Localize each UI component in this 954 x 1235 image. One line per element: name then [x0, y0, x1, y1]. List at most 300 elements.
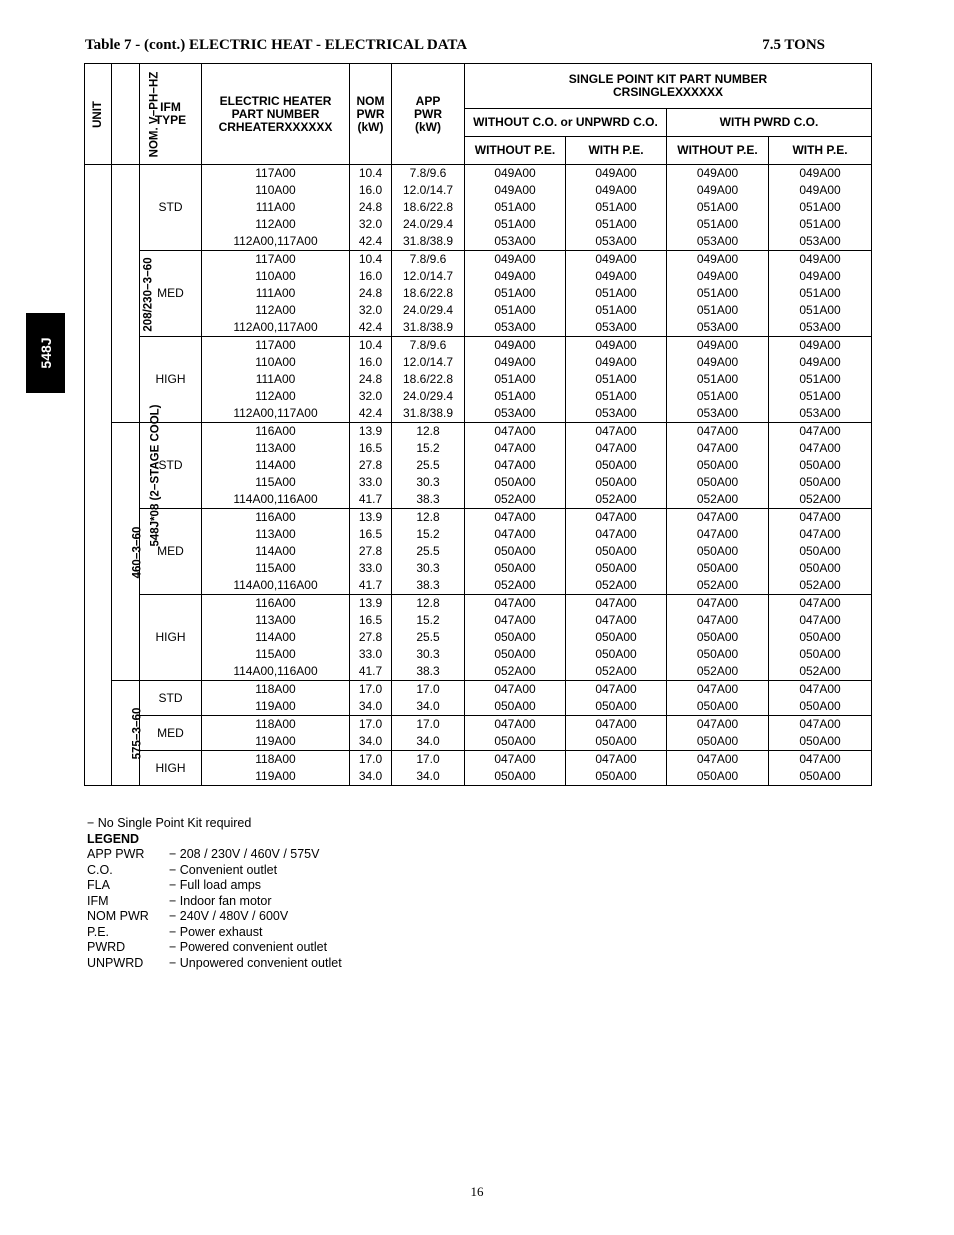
table-cell: 047A00 [566, 751, 667, 769]
legend-abbr: IFM [87, 893, 109, 908]
table-cell: 050A00 [769, 474, 872, 491]
table-cell: 051A00 [667, 388, 769, 405]
table-cell: 049A00 [566, 182, 667, 199]
table-cell: 051A00 [667, 302, 769, 319]
table-cell: 047A00 [769, 509, 872, 527]
table-cell: 047A00 [769, 526, 872, 543]
table-cell: 049A00 [769, 268, 872, 285]
table-cell: 050A00 [465, 646, 566, 663]
table-cell: 049A00 [667, 354, 769, 371]
table-cell: 117A00 [202, 165, 350, 183]
ifm-type-cell: STD [140, 165, 202, 251]
table-cell: 110A00 [202, 182, 350, 199]
footnote: − No Single Point Kit required [87, 816, 252, 830]
table-row [85, 560, 872, 577]
table-cell: 114A00,116A00 [202, 577, 350, 595]
table-cell: 25.5 [392, 629, 465, 646]
table-cell: 17.0 [350, 716, 392, 734]
table-cell: 34.0 [392, 733, 465, 751]
table-cell: 050A00 [465, 698, 566, 716]
table-cell: 34.0 [392, 768, 465, 786]
table-cell: 052A00 [667, 577, 769, 595]
table-cell: 17.0 [350, 751, 392, 769]
legend-definition: − Full load amps [169, 878, 262, 892]
table-cell: 119A00 [202, 733, 350, 751]
table-row [85, 337, 872, 355]
table-cell: 12.8 [392, 509, 465, 527]
kit-header-title: SINGLE POINT KIT PART NUMBER [568, 72, 768, 86]
table-row [85, 698, 872, 716]
table-cell: 047A00 [667, 612, 769, 629]
table-cell: 052A00 [465, 663, 566, 681]
table-cell: 051A00 [465, 302, 566, 319]
table-row [85, 629, 872, 646]
table-cell: 051A00 [769, 302, 872, 319]
table-cell: 27.8 [350, 543, 392, 560]
table-cell: 27.8 [350, 457, 392, 474]
table-cell: 115A00 [202, 646, 350, 663]
table-cell: 051A00 [566, 285, 667, 302]
table-row [85, 595, 872, 613]
table-cell: 051A00 [566, 302, 667, 319]
table-cell: 050A00 [769, 629, 872, 646]
legend-definition: − 208 / 230V / 460V / 575V [169, 847, 320, 861]
table-cell: 053A00 [769, 233, 872, 251]
table-cell: 047A00 [566, 612, 667, 629]
table-cell: 047A00 [566, 526, 667, 543]
table-row [85, 319, 872, 337]
table-cell: 13.9 [350, 423, 392, 441]
table-cell: 42.4 [350, 233, 392, 251]
table-cell: 16.5 [350, 440, 392, 457]
table-cell: 119A00 [202, 768, 350, 786]
table-cell: 051A00 [566, 371, 667, 388]
table-cell: 41.7 [350, 577, 392, 595]
table-cell: 112A00,117A00 [202, 405, 350, 423]
electric-heat-table [84, 63, 872, 786]
table-cell: 049A00 [769, 337, 872, 355]
table-cell: 047A00 [769, 595, 872, 613]
table-cell: 30.3 [392, 560, 465, 577]
table-row [85, 474, 872, 491]
ifm-type-cell: STD [140, 681, 202, 716]
table-cell: 049A00 [667, 268, 769, 285]
table-cell: 050A00 [667, 474, 769, 491]
table-cell: 051A00 [769, 199, 872, 216]
unit-header: UNIT [85, 64, 112, 165]
table-cell: 24.0/29.4 [392, 302, 465, 319]
table-cell: 17.0 [350, 681, 392, 699]
table-cell: 050A00 [566, 629, 667, 646]
table-row [85, 182, 872, 199]
table-cell: 050A00 [769, 698, 872, 716]
table-cell: 049A00 [566, 337, 667, 355]
table-cell: 114A00,116A00 [202, 663, 350, 681]
page-number: 16 [470, 1184, 484, 1199]
legend-abbr: APP PWR [87, 847, 145, 861]
table-cell: 053A00 [566, 405, 667, 423]
table-cell: 110A00 [202, 268, 350, 285]
tonnage-label: 7.5 TONS [762, 37, 825, 53]
table-cell: 27.8 [350, 629, 392, 646]
table-cell: 112A00 [202, 302, 350, 319]
table-cell: 051A00 [566, 199, 667, 216]
table-cell: 38.3 [392, 663, 465, 681]
table-cell: 050A00 [566, 560, 667, 577]
table-cell: 116A00 [202, 509, 350, 527]
nom-pwr-header: NOM PWR (kW) [350, 64, 392, 165]
with-pe-header-1: WITH P.E. [566, 137, 667, 165]
ifm-type-cell: MED [140, 509, 202, 595]
table-cell: 047A00 [769, 751, 872, 769]
table-row [85, 543, 872, 560]
table-cell: 047A00 [465, 526, 566, 543]
table-row [85, 251, 872, 269]
table-cell: 7.8/9.6 [392, 251, 465, 269]
table-cell: 114A00 [202, 457, 350, 474]
table-row [85, 751, 872, 769]
table-cell: 33.0 [350, 474, 392, 491]
table-cell: 051A00 [465, 371, 566, 388]
table-row [85, 491, 872, 509]
table-cell: 24.0/29.4 [392, 216, 465, 233]
table-cell: 050A00 [566, 457, 667, 474]
table-cell: 047A00 [465, 509, 566, 527]
table-cell: 051A00 [769, 371, 872, 388]
legend-item [87, 940, 328, 956]
table-cell: 051A00 [769, 216, 872, 233]
table-row [85, 733, 872, 751]
legend-definition: − Unpowered convenient outlet [169, 955, 342, 970]
table-cell: 050A00 [769, 646, 872, 663]
table-cell: 117A00 [202, 251, 350, 269]
legend-abbr: P.E. [87, 924, 110, 939]
table-cell: 049A00 [667, 337, 769, 355]
table-cell: 16.0 [350, 182, 392, 199]
table-cell: 112A00,117A00 [202, 233, 350, 251]
table-cell: 053A00 [566, 233, 667, 251]
table-cell: 41.7 [350, 663, 392, 681]
table-cell: 34.0 [350, 733, 392, 751]
table-cell: 047A00 [769, 681, 872, 699]
table-cell: 38.3 [392, 491, 465, 509]
table-cell: 051A00 [465, 216, 566, 233]
table-cell: 13.9 [350, 595, 392, 613]
table-cell: 24.8 [350, 199, 392, 216]
table-row [85, 233, 872, 251]
table-cell: 24.8 [350, 371, 392, 388]
table-cell: 12.8 [392, 423, 465, 441]
table-cell: 047A00 [465, 612, 566, 629]
legend-item [87, 893, 272, 910]
table-cell: 047A00 [465, 440, 566, 457]
table-cell: 41.7 [350, 491, 392, 509]
table-cell: 112A00,117A00 [202, 319, 350, 337]
table-cell: 116A00 [202, 595, 350, 613]
table-cell: 052A00 [566, 577, 667, 595]
table-cell: 049A00 [465, 268, 566, 285]
table-cell: 114A00 [202, 543, 350, 560]
table-cell: 049A00 [667, 165, 769, 183]
table-cell: 050A00 [769, 733, 872, 751]
table-row [85, 302, 872, 319]
table-cell: 7.8/9.6 [392, 337, 465, 355]
table-cell: 051A00 [667, 199, 769, 216]
table-row [85, 285, 872, 302]
legend-item [87, 878, 262, 894]
table-cell: 34.0 [350, 698, 392, 716]
table-cell: 32.0 [350, 216, 392, 233]
table-cell: 12.8 [392, 595, 465, 613]
table-cell: 047A00 [769, 440, 872, 457]
table-cell: 049A00 [667, 182, 769, 199]
table-cell: 050A00 [667, 543, 769, 560]
table-cell: 42.4 [350, 319, 392, 337]
table-cell: 34.0 [350, 768, 392, 786]
table-cell: 049A00 [566, 354, 667, 371]
table-cell: 047A00 [465, 716, 566, 734]
table-cell: 049A00 [465, 182, 566, 199]
without-pe-header-1: WITHOUT P.E. [465, 137, 566, 165]
table-cell: 16.5 [350, 526, 392, 543]
table-cell: 112A00 [202, 388, 350, 405]
table-row [85, 388, 872, 405]
with-pe-header-2: WITH P.E. [769, 137, 872, 165]
table-cell: 047A00 [465, 595, 566, 613]
table-row [85, 423, 872, 441]
table-cell: 050A00 [566, 474, 667, 491]
table-cell: 42.4 [350, 405, 392, 423]
legend-definition: − Convenient outlet [169, 862, 278, 877]
table-cell: 18.6/22.8 [392, 285, 465, 302]
table-cell: 25.5 [392, 543, 465, 560]
with-pwrd-co-header: WITH PWRD C.O. [667, 109, 872, 137]
table-cell: 047A00 [769, 423, 872, 441]
table-cell: 113A00 [202, 440, 350, 457]
table-cell: 053A00 [667, 405, 769, 423]
table-cell: 16.0 [350, 268, 392, 285]
ifm-type-cell: MED [140, 716, 202, 751]
section-tab-label: 548J [37, 337, 54, 369]
legend-abbr: PWRD [87, 940, 126, 954]
legend-abbr: UNPWRD [87, 955, 144, 970]
table-cell: 052A00 [465, 491, 566, 509]
table-cell: 112A00 [202, 216, 350, 233]
table-cell: 31.8/38.9 [392, 233, 465, 251]
table-cell: 047A00 [769, 716, 872, 734]
table-cell: 10.4 [350, 165, 392, 183]
table-cell: 17.0 [392, 681, 465, 699]
table-cell: 111A00 [202, 199, 350, 216]
table-cell: 051A00 [667, 285, 769, 302]
table-cell: 18.6/22.8 [392, 199, 465, 216]
table-cell: 052A00 [769, 577, 872, 595]
without-co-header: WITHOUT C.O. or UNPWRD C.O. [465, 109, 667, 137]
table-cell: 050A00 [465, 474, 566, 491]
table-row [85, 768, 872, 786]
table-cell: 38.3 [392, 577, 465, 595]
legend-definition: − 240V / 480V / 600V [169, 909, 289, 923]
table-row [85, 371, 872, 388]
table-cell: 049A00 [465, 354, 566, 371]
table-cell: 047A00 [667, 681, 769, 699]
table-cell: 051A00 [769, 285, 872, 302]
table-row [85, 663, 872, 681]
table-cell: 050A00 [465, 768, 566, 786]
table-cell: 050A00 [566, 698, 667, 716]
table-cell: 7.8/9.6 [392, 165, 465, 183]
without-pe-header-2: WITHOUT P.E. [667, 137, 769, 165]
table-cell: 049A00 [769, 182, 872, 199]
table-cell: 047A00 [465, 457, 566, 474]
table-title-text: Table 7 - (cont.) ELECTRIC HEAT - ELECTRICAL DATA [85, 37, 468, 53]
table-cell: 052A00 [769, 663, 872, 681]
kit-header-subtitle: CRSINGLEXXXXXX [612, 85, 724, 99]
table-cell: 050A00 [667, 733, 769, 751]
table-cell: 050A00 [667, 698, 769, 716]
table-cell: 113A00 [202, 526, 350, 543]
table-cell: 047A00 [566, 440, 667, 457]
app-pwr-header: APP PWR (kW) [392, 64, 465, 165]
table-cell: 050A00 [465, 543, 566, 560]
table-row [85, 646, 872, 663]
table-cell: 049A00 [769, 165, 872, 183]
table-cell: 050A00 [667, 457, 769, 474]
table-row [85, 405, 872, 423]
legend-item [87, 924, 263, 941]
table-cell: 052A00 [769, 491, 872, 509]
table-cell: 118A00 [202, 751, 350, 769]
table-cell: 047A00 [667, 440, 769, 457]
table-cell: 053A00 [465, 405, 566, 423]
table-row [85, 681, 872, 699]
table-cell: 12.0/14.7 [392, 182, 465, 199]
table-cell: 24.8 [350, 285, 392, 302]
table-cell: 051A00 [465, 285, 566, 302]
table-cell: 051A00 [566, 216, 667, 233]
table-cell: 052A00 [566, 491, 667, 509]
table-body [85, 165, 872, 786]
table-cell: 050A00 [465, 560, 566, 577]
table-cell: 049A00 [566, 268, 667, 285]
table-cell: 117A00 [202, 337, 350, 355]
table-row [85, 457, 872, 474]
table-cell: 050A00 [769, 768, 872, 786]
table-cell: 30.3 [392, 474, 465, 491]
ifm-type-cell: HIGH [140, 337, 202, 423]
table-cell: 118A00 [202, 716, 350, 734]
ifm-type-header: IFM TYPE [140, 64, 202, 165]
ifm-type-cell: STD [140, 423, 202, 509]
table-cell: 050A00 [769, 560, 872, 577]
table-cell: 17.0 [392, 716, 465, 734]
table-cell: 33.0 [350, 560, 392, 577]
table-title [85, 37, 825, 57]
table-cell: 050A00 [566, 733, 667, 751]
table-cell: 051A00 [465, 199, 566, 216]
table-cell: 110A00 [202, 354, 350, 371]
table-cell: 111A00 [202, 371, 350, 388]
table-cell: 18.6/22.8 [392, 371, 465, 388]
table-row [85, 509, 872, 527]
table-cell: 053A00 [667, 233, 769, 251]
table-cell: 050A00 [566, 768, 667, 786]
unit-cell: 548J*08 (2−STAGE COOL) [85, 165, 112, 786]
table-cell: 30.3 [392, 646, 465, 663]
table-cell: 052A00 [566, 663, 667, 681]
ifm-type-cell: MED [140, 251, 202, 337]
table-row [85, 716, 872, 734]
legend-item [87, 909, 289, 925]
table-cell: 115A00 [202, 560, 350, 577]
table-cell: 118A00 [202, 681, 350, 699]
table-row [85, 577, 872, 595]
table-cell: 047A00 [566, 595, 667, 613]
table-cell: 050A00 [566, 543, 667, 560]
table-cell: 32.0 [350, 388, 392, 405]
table-cell: 049A00 [465, 165, 566, 183]
table-cell: 053A00 [465, 319, 566, 337]
table-cell: 051A00 [667, 371, 769, 388]
table-cell: 047A00 [667, 423, 769, 441]
table-cell: 10.4 [350, 251, 392, 269]
table-cell: 15.2 [392, 440, 465, 457]
table-row [85, 199, 872, 216]
table-cell: 052A00 [465, 577, 566, 595]
table-cell: 047A00 [769, 612, 872, 629]
legend-item [87, 955, 342, 972]
table-cell: 050A00 [667, 646, 769, 663]
table-cell: 17.0 [392, 751, 465, 769]
table-cell: 24.0/29.4 [392, 388, 465, 405]
table-cell: 052A00 [667, 491, 769, 509]
table-cell: 053A00 [465, 233, 566, 251]
table-cell: 053A00 [769, 405, 872, 423]
ifm-type-cell: HIGH [140, 595, 202, 681]
table-cell: 25.5 [392, 457, 465, 474]
legend-definition: − Indoor fan motor [169, 893, 272, 908]
table-cell: 050A00 [769, 457, 872, 474]
table-cell: 047A00 [566, 423, 667, 441]
table-cell: 049A00 [566, 251, 667, 269]
table-cell: 053A00 [667, 319, 769, 337]
table-cell: 13.9 [350, 509, 392, 527]
table-cell: 049A00 [667, 251, 769, 269]
table-cell: 050A00 [769, 543, 872, 560]
table-cell: 050A00 [667, 768, 769, 786]
legend-definition: − Power exhaust [169, 924, 263, 939]
table-cell: 31.8/38.9 [392, 319, 465, 337]
kit-header [465, 64, 872, 109]
table-cell: 12.0/14.7 [392, 354, 465, 371]
table-cell: 114A00,116A00 [202, 491, 350, 509]
table-cell: 053A00 [566, 319, 667, 337]
voltage-cell: 460−3−60 [112, 423, 140, 681]
table-cell: 047A00 [566, 681, 667, 699]
table-cell: 116A00 [202, 423, 350, 441]
table-cell: 049A00 [566, 165, 667, 183]
table-cell: 15.2 [392, 612, 465, 629]
table-cell: 10.4 [350, 337, 392, 355]
table-cell: 34.0 [392, 698, 465, 716]
table-cell: 111A00 [202, 285, 350, 302]
table-cell: 047A00 [465, 681, 566, 699]
table-cell: 049A00 [769, 251, 872, 269]
table-cell: 049A00 [465, 337, 566, 355]
legend-abbr: FLA [87, 878, 110, 892]
table-row [85, 612, 872, 629]
table-cell: 047A00 [667, 751, 769, 769]
